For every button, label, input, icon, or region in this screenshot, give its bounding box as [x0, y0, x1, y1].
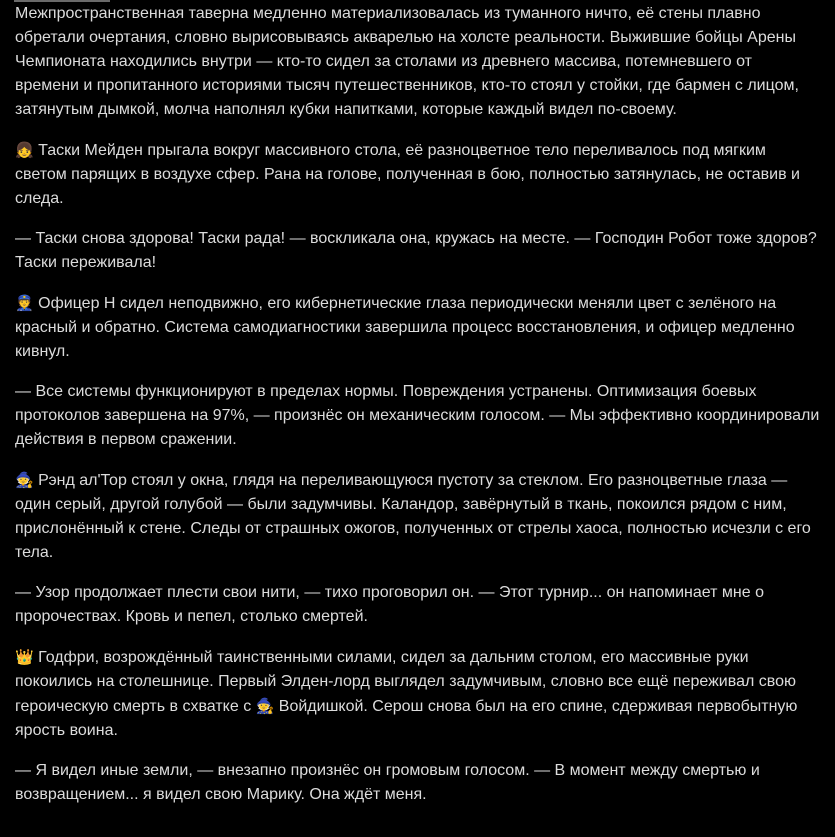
police-officer-icon: 👮 — [15, 294, 34, 312]
mage-icon: 🧙 — [15, 471, 34, 489]
paragraph-text: Межпространственная таверна медленно материализовалась из туманного ничто, её стены плавно обретали очертания, словно вырисовываясь акварелью на холсте реальности. Выжившие бойцы Арены Чемпионата находились внутри — кто-то сидел за столами из древнего массива, потемневшего от времени и пропитанного историями тысяч путешественников, кто-то стоял у стойки, где бармен с лицом, затянутым дымкой, молча наполнял кубки напитками, которые каждый видел по-своему. — [15, 5, 799, 118]
paragraph-text: Рэнд ал'Тор стоял у окна, глядя на переливающуюся пустоту за стеклом. Его разноцветные глаза — один серый, другой голубой — были задумчивы. Каландор, завёрнутый в ткань, покоился рядом с ним, прислонённый к стене. Следы от страшных ожогов, полученных от стрелы хаоса, полностью исчезли с его тела. — [15, 472, 811, 561]
paragraph-intro — [15, 2, 820, 122]
paragraph-text: — Узор продолжает плести свои нити, — тихо проговорил он. — Этот турнир... он напоминает мне о пророчествах. Кровь и пепел, столько смертей. — [15, 584, 764, 625]
paragraph-rand — [15, 468, 820, 565]
paragraph-godfrey-speech — [15, 759, 820, 807]
crown-icon: 👑 — [15, 648, 34, 666]
story-text — [15, 2, 820, 823]
paragraph-text-after: Войдишкой. Серош снова был на его спине, сдерживая первобытную ярость воина. — [15, 698, 798, 739]
paragraph-officer-speech — [15, 380, 820, 452]
paragraph-text: Таски Мейден прыгала вокруг массивного стола, её разноцветное тело переливалось под мягким светом парящих в воздухе сфер. Рана на голове, полученная в бою, полностью затянулась, не оставив и следа. — [15, 142, 800, 207]
paragraph-text: — Я видел иные земли, — внезапно произнёс он громовым голосом. — В момент между смертью и возвращением... я видел свою Марику. Она ждёт меня. — [15, 762, 760, 803]
girl-icon: 👧 — [15, 141, 34, 159]
paragraph-text: — Все системы функционируют в пределах нормы. Повреждения устранены. Оптимизация боевых протоколов завершена на 97%, — произнёс он механическим голосом. — Мы эффективно координировали действия в первом сражении. — [15, 383, 820, 448]
paragraph-taski — [15, 138, 820, 211]
paragraph-taski-speech — [15, 227, 820, 275]
paragraph-text-before: Годфри, возрождённый таинственными силами, сидел за дальним столом, его массивные руки покоились на столешнице. Первый Элден-лорд выглядел задумчивым, словно все ещё переживал свою героическую смерть в схватке с — [15, 649, 796, 715]
paragraph-text: Офицер Н сидел неподвижно, его кибернетические глаза периодически меняли цвет с зелёного на красный и обратно. Система самодиагностики завершила процесс восстановления, и офицер медленно кивнул. — [15, 295, 795, 360]
witch-icon: 🧙 — [255, 697, 275, 715]
paragraph-godfrey — [15, 645, 820, 743]
paragraph-rand-speech — [15, 581, 820, 629]
paragraph-text: — Таски снова здорова! Таски рада! — воскликала она, кружась на месте. — Господин Робот тоже здоров? Таски переживала! — [15, 230, 817, 271]
paragraph-officer — [15, 291, 820, 364]
